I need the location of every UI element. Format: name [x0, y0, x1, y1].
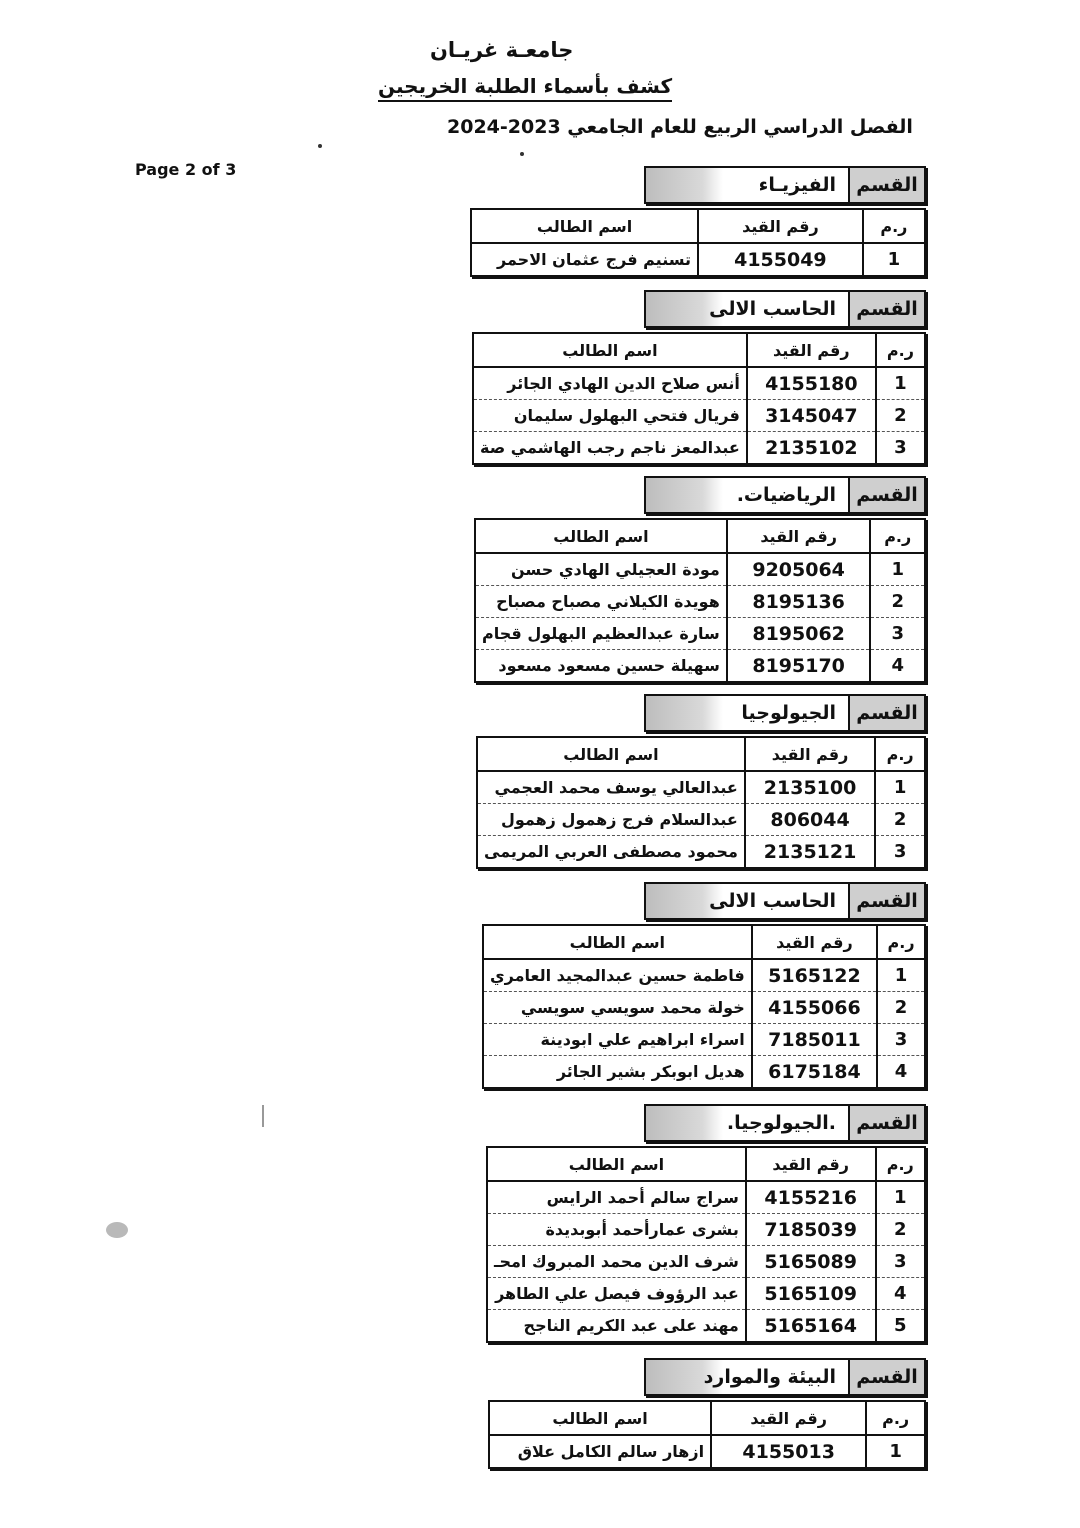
row-index: 4 — [876, 1278, 925, 1310]
sheet-title: كشف بأسماء الطلبة الخريجين — [378, 74, 672, 102]
registration-number: 2135102 — [747, 432, 876, 465]
registration-number: 4155013 — [711, 1435, 866, 1468]
table-row — [487, 1278, 925, 1310]
student-name: أنس صلاح الدين الهادي الجائر — [507, 374, 740, 393]
department-name: الحاسب الالى — [646, 292, 848, 326]
registration-number: 9205064 — [727, 553, 871, 586]
table-row — [487, 1181, 925, 1214]
column-header-index: ر.م — [876, 1147, 925, 1181]
department-label: القسم — [848, 1360, 924, 1394]
registration-number: 806044 — [745, 804, 875, 836]
student-name: مودة العجيلي الهادي حسن — [511, 560, 720, 579]
row-index: 2 — [875, 804, 925, 836]
department-name: البيئة والموارد — [646, 1360, 848, 1394]
column-header-index: ر.م — [870, 519, 925, 553]
student-name: عبدالسلام فرج زهمول زهمول — [477, 804, 745, 836]
column-header-student-name: اسم الطالب — [475, 519, 727, 553]
student-name: محمود مصطفى العربي المريمى — [477, 836, 745, 869]
row-index: 3 — [876, 432, 925, 465]
department-label: القسم — [848, 292, 924, 326]
registration-number: 4155049 — [698, 243, 863, 276]
column-header-registration: رقم القيد — [745, 737, 875, 771]
table-row — [483, 992, 925, 1024]
column-header-student-name: اسم الطالب — [471, 209, 698, 243]
department-label: القسم — [848, 1106, 924, 1140]
row-index: 3 — [870, 618, 925, 650]
department-section — [472, 290, 926, 463]
registration-number: 2135100 — [745, 771, 875, 804]
page-number: Page 2 of 3 — [135, 160, 237, 179]
row-index: 5 — [876, 1310, 925, 1343]
student-name: مهند على عبد الكريم الناجح — [487, 1310, 746, 1343]
table-row — [475, 650, 925, 683]
ink-dot — [318, 144, 322, 148]
table-row — [487, 1246, 925, 1278]
department-box — [644, 166, 926, 204]
student-name: اسراء ابراهيم علي ابودينة — [483, 1024, 752, 1056]
table-row — [483, 1024, 925, 1056]
registration-number: 4155216 — [746, 1181, 876, 1214]
row-index: 3 — [877, 1024, 925, 1056]
department-name: .الجيولوجيا. — [646, 1106, 848, 1140]
table-row — [489, 1435, 925, 1468]
row-index: 2 — [877, 992, 925, 1024]
row-index: 3 — [875, 836, 925, 869]
student-name: بشرى عمارأحمد أبوبديدة — [487, 1214, 746, 1246]
department-box — [644, 694, 926, 732]
department-name: الحاسب الالى — [646, 884, 848, 918]
table-row — [473, 367, 925, 400]
registration-number: 4155066 — [752, 992, 877, 1024]
row-index: 2 — [870, 586, 925, 618]
table-row — [483, 1056, 925, 1089]
registration-number: 7185039 — [746, 1214, 876, 1246]
department-name: الرياضيات. — [646, 478, 848, 512]
students-table — [482, 924, 926, 1089]
column-header-student-name: اسم الطالب — [477, 737, 745, 771]
row-index: 4 — [870, 650, 925, 683]
department-label: القسم — [848, 696, 924, 730]
ink-dot — [520, 152, 524, 156]
column-header-registration: رقم القيد — [727, 519, 871, 553]
student-name: خولة محمد سويسي سويسي — [483, 992, 752, 1024]
registration-number: 5165122 — [752, 959, 877, 992]
table-row — [475, 618, 925, 650]
column-header-index: ر.م — [875, 737, 925, 771]
department-section — [482, 882, 926, 1086]
table-row — [487, 1214, 925, 1246]
table-row — [473, 400, 925, 432]
column-header-index: ر.م — [863, 209, 925, 243]
student-name: سهيلة حسين مسعود مسعود — [475, 650, 727, 683]
row-index: 1 — [863, 243, 925, 276]
student-name: سراج سالم أحمد الرايس — [546, 1188, 739, 1207]
table-header-row — [487, 1147, 925, 1181]
department-box — [644, 476, 926, 514]
department-section — [486, 1104, 926, 1339]
registration-number: 6175184 — [752, 1056, 877, 1089]
column-header-registration: رقم القيد — [746, 1147, 876, 1181]
student-name: تسنيم فرج عثمان الاحمر — [496, 250, 692, 269]
students-table — [476, 736, 926, 869]
table-row — [475, 586, 925, 618]
column-header-index: ر.م — [877, 925, 925, 959]
registration-number: 5165164 — [746, 1310, 876, 1343]
students-table — [472, 332, 926, 465]
term-line: الفصل الدراسي الربيع للعام الجامعي 2023-2024 — [447, 116, 913, 138]
column-header-student-name: اسم الطالب — [473, 333, 747, 367]
department-box — [644, 1104, 926, 1142]
row-index: 3 — [876, 1246, 925, 1278]
column-header-student-name: اسم الطالب — [483, 925, 752, 959]
registration-number: 4155180 — [747, 367, 876, 400]
row-index: 1 — [877, 959, 925, 992]
department-section — [488, 1358, 926, 1469]
table-header-row — [471, 209, 925, 243]
table-header-row — [477, 737, 925, 771]
registration-number: 7185011 — [752, 1024, 877, 1056]
column-header-registration: رقم القيد — [698, 209, 863, 243]
department-section — [476, 694, 926, 867]
student-name: ازهار سالم الكامل علاق — [517, 1442, 705, 1461]
table-header-row — [483, 925, 925, 959]
ink-smudge — [106, 1222, 128, 1238]
table-header-row — [475, 519, 925, 553]
row-index: 1 — [876, 1181, 925, 1214]
department-label: القسم — [848, 168, 924, 202]
student-name: عبدالعالي يوسف محمد العجمي — [494, 778, 738, 797]
table-row — [471, 243, 925, 276]
department-box — [644, 882, 926, 920]
table-row — [483, 959, 925, 992]
table-row — [477, 804, 925, 836]
table-row — [477, 771, 925, 804]
department-name: الفيزيـاء — [646, 168, 848, 202]
row-index: 4 — [877, 1056, 925, 1089]
registration-number: 3145047 — [747, 400, 876, 432]
department-label: القسم — [848, 478, 924, 512]
department-label: القسم — [848, 884, 924, 918]
registration-number: 8195062 — [727, 618, 871, 650]
department-box — [644, 1358, 926, 1396]
university-name: جامعـة غريـان — [430, 38, 574, 62]
registration-number: 5165089 — [746, 1246, 876, 1278]
student-name: هديل ابوبكر بشير الجائر — [483, 1056, 752, 1089]
students-table — [474, 518, 926, 683]
department-section — [474, 476, 926, 680]
department-section — [470, 166, 926, 277]
student-name: شرف الدين محمد المبروك امحـ — [487, 1246, 746, 1278]
student-name: عبدالمعز ناجم رجب الهاشمي صة — [473, 432, 747, 465]
table-row — [477, 836, 925, 869]
table-header-row — [489, 1401, 925, 1435]
column-header-index: ر.م — [876, 333, 925, 367]
table-row — [473, 432, 925, 465]
row-index: 2 — [876, 400, 925, 432]
registration-number: 2135121 — [745, 836, 875, 869]
column-header-student-name: اسم الطالب — [487, 1147, 746, 1181]
registration-number: 5165109 — [746, 1278, 876, 1310]
student-name: هويدة الكيلاني مصباح مصباح — [475, 586, 727, 618]
department-box — [644, 290, 926, 328]
student-name: فاطمة حسين عبدالمجيد العامري — [490, 966, 745, 985]
row-index: 1 — [866, 1435, 925, 1468]
students-table — [488, 1400, 926, 1469]
table-row — [475, 553, 925, 586]
registration-number: 8195136 — [727, 586, 871, 618]
column-header-registration: رقم القيد — [747, 333, 876, 367]
student-name: عبد الرؤوف فيصل علي الطاهر — [487, 1278, 746, 1310]
table-header-row — [473, 333, 925, 367]
column-header-registration: رقم القيد — [711, 1401, 866, 1435]
scan-mark — [262, 1105, 264, 1127]
table-row — [487, 1310, 925, 1343]
student-name: سارة عبدالعظيم البهلول قجام — [475, 618, 727, 650]
row-index: 1 — [870, 553, 925, 586]
column-header-student-name: اسم الطالب — [489, 1401, 711, 1435]
row-index: 1 — [876, 367, 925, 400]
registration-number: 8195170 — [727, 650, 871, 683]
row-index: 1 — [875, 771, 925, 804]
department-name: الجيولوجيا — [646, 696, 848, 730]
row-index: 2 — [876, 1214, 925, 1246]
students-table — [486, 1146, 926, 1343]
column-header-registration: رقم القيد — [752, 925, 877, 959]
column-header-index: ر.م — [866, 1401, 925, 1435]
students-table — [470, 208, 926, 277]
student-name: فريال فتحي البهلول سليمان — [473, 400, 747, 432]
